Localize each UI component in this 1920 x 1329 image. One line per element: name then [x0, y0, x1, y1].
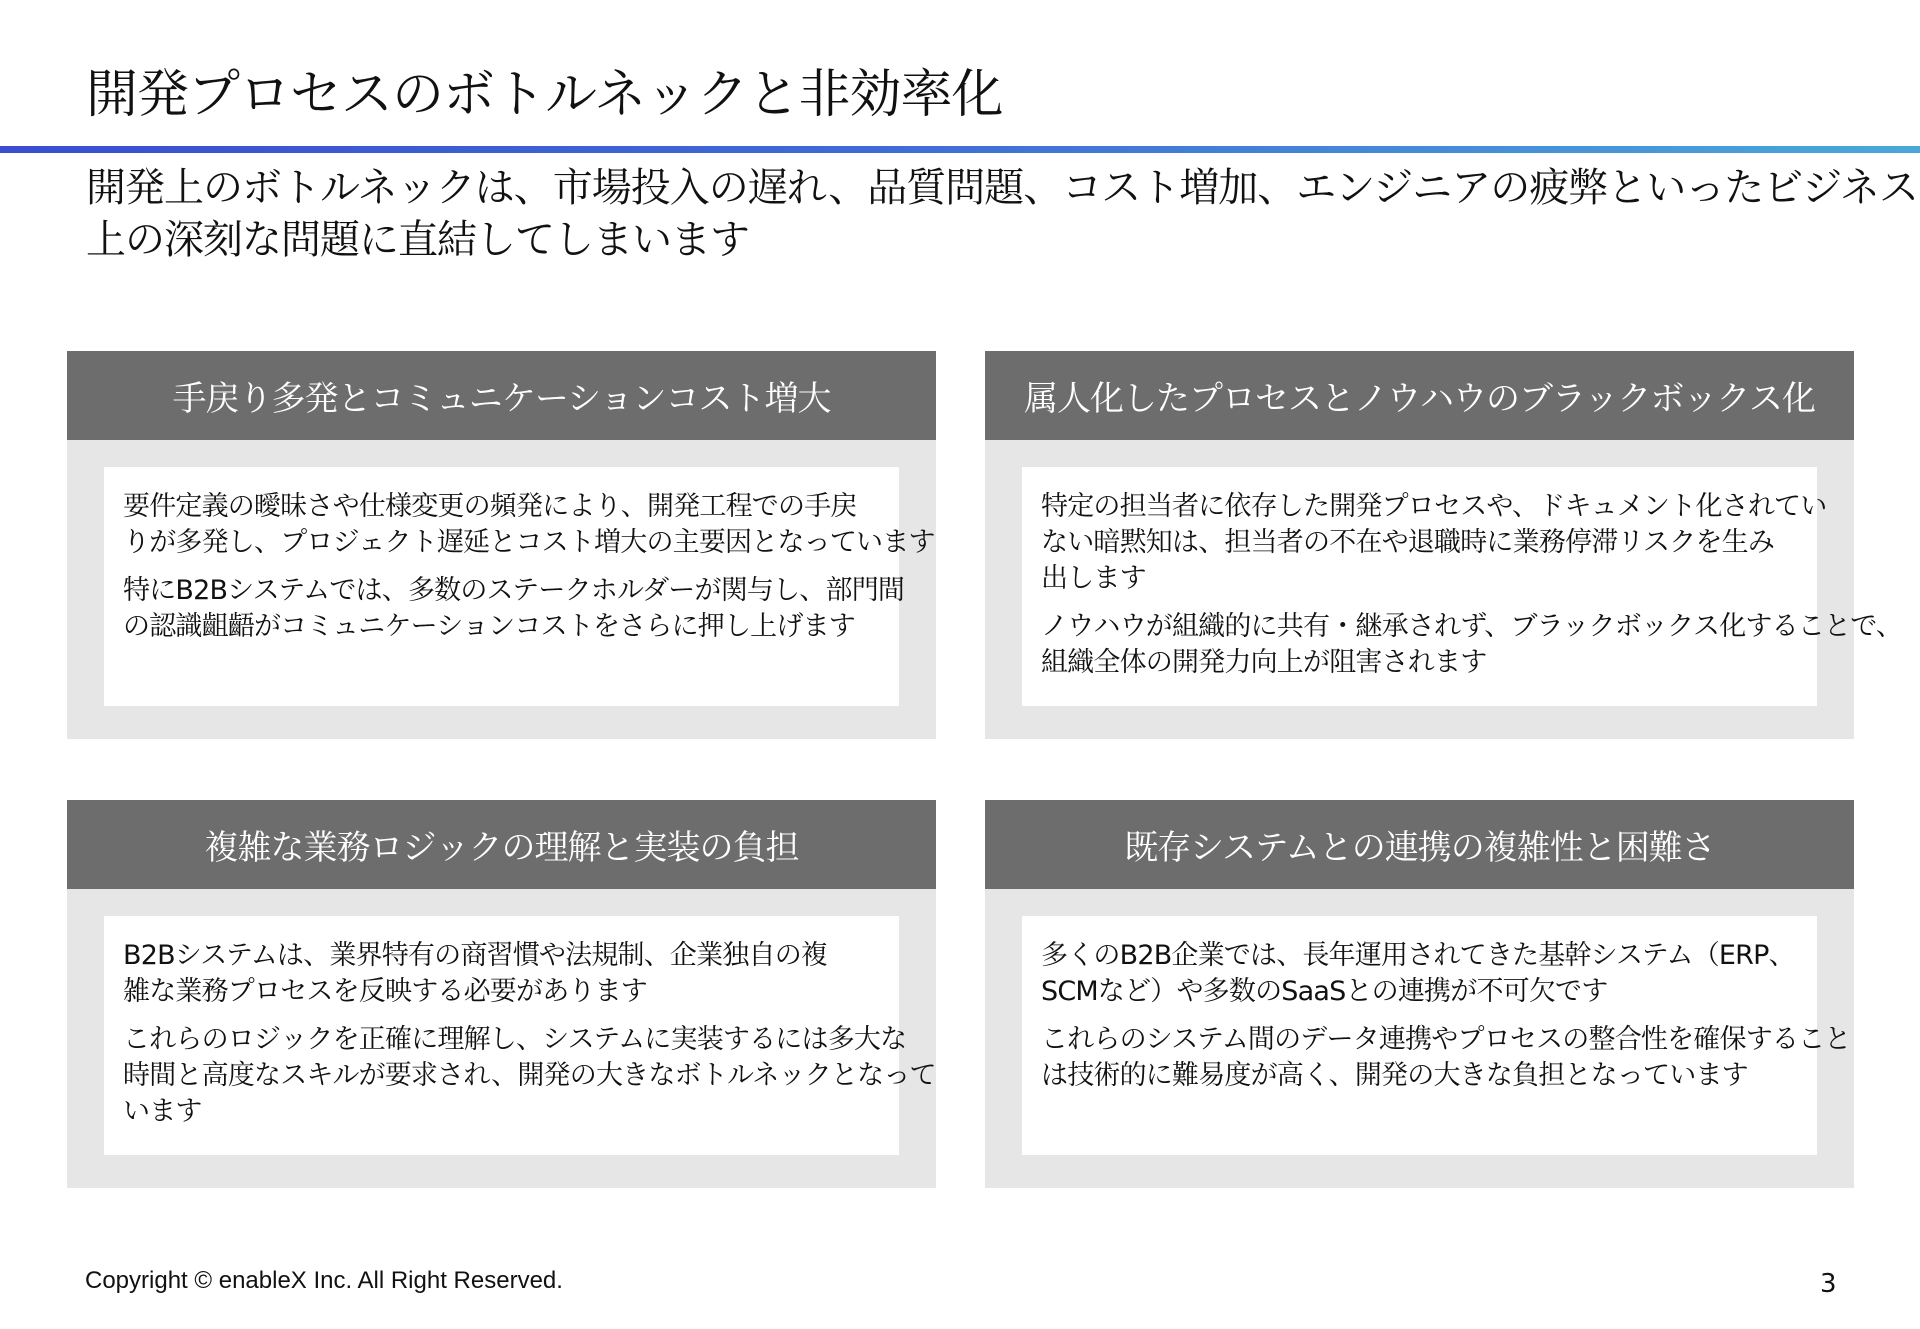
paragraph-line: SCMなど）や多数のSaaSとの連携が不可欠です — [1041, 976, 1608, 1007]
lead-text — [86, 162, 1918, 266]
paragraph-line: これらのロジックを正確に理解し、システムに実装するには多大な — [123, 1024, 907, 1055]
paragraph-line: これらのシステム間のデータ連携やプロセスの整合性を確保すること — [1041, 1024, 1851, 1055]
card-header: 既存システムとの連携の複雑性と困難さ — [985, 800, 1854, 889]
paragraph-line: 時間と高度なスキルが要求され、開発の大きなボトルネックとなって — [123, 1060, 936, 1091]
card-header: 手戻り多発とコミュニケーションコスト増大 — [67, 351, 936, 440]
card-header: 複雑な業務ロジックの理解と実装の負担 — [67, 800, 936, 889]
card-paragraph — [1041, 609, 1903, 681]
card-body — [104, 467, 935, 706]
card-paragraph — [123, 573, 905, 645]
paragraph-line: ない暗黙知は、担当者の不在や退職時に業務停滞リスクを生み — [1041, 527, 1775, 558]
title-divider — [0, 146, 1920, 153]
paragraph-line: 要件定義の曖昧さや仕様変更の頻発により、開発工程での手戻 — [123, 491, 857, 522]
lead-line: 上の深刻な問題に直結してしまいます — [86, 217, 749, 263]
card-paragraph — [123, 938, 881, 1010]
card-paragraph — [123, 1022, 936, 1130]
card-body — [1022, 467, 1903, 706]
paragraph-line: ノウハウが組織的に共有・継承されず、ブラックボックス化することで、 — [1041, 611, 1903, 642]
paragraph-line: B2Bシステムは、業界特有の商習慣や法規制、企業独自の複 — [123, 940, 828, 971]
lead-line: 開発上のボトルネックは、市場投入の遅れ、品質問題、コスト増加、エンジニアの疲弊といったビジネス — [86, 165, 1918, 211]
paragraph-line: 特定の担当者に依存した開発プロセスや、ドキュメント化されてい — [1041, 491, 1827, 522]
card-paragraph — [123, 489, 935, 561]
paragraph-line: 特にB2Bシステムでは、多数のステークホルダーが関与し、部門間 — [123, 575, 905, 606]
paragraph-line: 雑な業務プロセスを反映する必要があります — [123, 976, 647, 1007]
card-knowledge-black-box — [985, 351, 1903, 739]
card-body — [1022, 916, 1851, 1155]
paragraph-line: りが多発し、プロジェクト遅延とコスト増大の主要因となっています — [123, 527, 935, 558]
paragraph-line: 多くのB2B企業では、長年運用されてきた基幹システム（ERP、 — [1041, 940, 1795, 971]
slide-title: 開発プロセスのボトルネックと非効率化 — [86, 65, 1003, 125]
card-paragraph — [1041, 1022, 1851, 1094]
paragraph-line: は技術的に難易度が高く、開発の大きな負担となっています — [1041, 1060, 1748, 1091]
paragraph-line: います — [123, 1096, 202, 1127]
card-body — [104, 916, 936, 1155]
paragraph-line: 組織全体の開発力向上が阻害されます — [1041, 647, 1487, 678]
card-legacy-integration — [985, 800, 1854, 1188]
page-number: 3 — [1820, 1269, 1837, 1299]
card-complex-business-logic — [67, 800, 936, 1188]
paragraph-line: の認識齟齬がコミュニケーションコストをさらに押し上げます — [123, 611, 855, 642]
paragraph-line: 出します — [1041, 563, 1146, 594]
card-header: 属人化したプロセスとノウハウのブラックボックス化 — [985, 351, 1854, 440]
card-paragraph — [1041, 489, 1827, 597]
footer-copyright: Copyright © enableX Inc. All Right Reserved. — [85, 1267, 563, 1294]
card-paragraph — [1041, 938, 1799, 1010]
card-rework-communication-cost — [67, 351, 936, 739]
